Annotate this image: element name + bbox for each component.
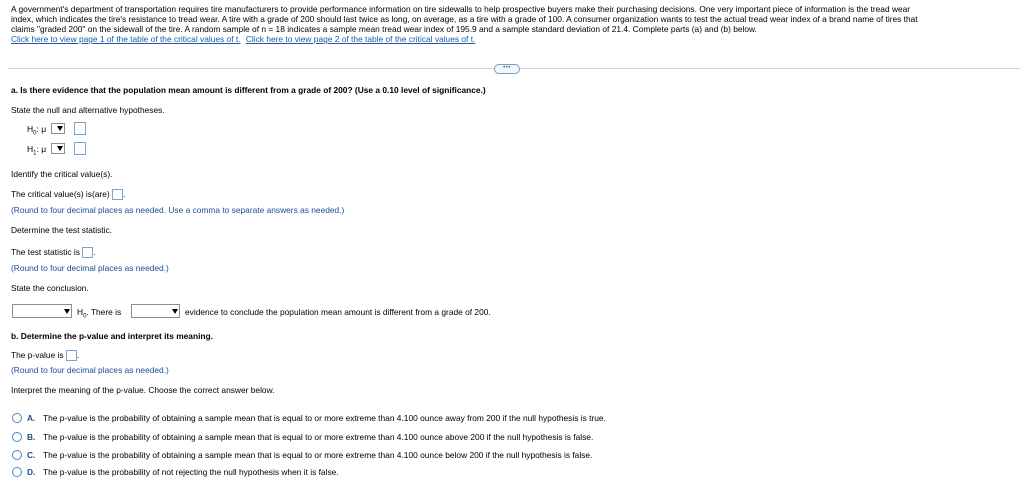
conclusion-h0-text: $H_0$. There is bbox=[77, 307, 122, 320]
h0-value-input[interactable] bbox=[74, 122, 86, 135]
intro-line-2: index, which indicates the tire's resistance to tread wear. A tire with a grade of 200 should last twice as long, on average, as a tire with a grade of 100. A consumer organization wants to test the actual tread wear index of a brand name of tires that bbox=[11, 14, 918, 24]
test-statistic-note: (Round to four decimal places as needed.) bbox=[11, 263, 169, 273]
part-a-question: a. Is there evidence that the population mean amount is different from a grade of 200? (Use a 0.10 level of significance.) bbox=[11, 85, 486, 95]
reject-decision-dropdown[interactable] bbox=[12, 304, 72, 318]
test-statistic-prompt: Determine the test statistic. bbox=[11, 225, 113, 235]
h0-label: $H_0$: μ bbox=[27, 124, 47, 137]
evidence-dropdown[interactable] bbox=[131, 304, 180, 318]
chevron-down-icon bbox=[57, 126, 63, 131]
expand-more-button[interactable]: ••• bbox=[494, 64, 520, 74]
test-statistic-input[interactable] bbox=[82, 247, 93, 258]
radio-button[interactable] bbox=[12, 450, 22, 460]
h1-operator-dropdown[interactable] bbox=[51, 143, 65, 154]
intro-line-1: A government's department of transportation requires tire manufacturers to provide performance information on tire sidewalls to help prospective buyers make their purchasing decisions. One very important piece of information is the tread wear bbox=[11, 4, 911, 14]
conclusion-end-text: evidence to conclude the population mean amount is different from a grade of 200. bbox=[185, 307, 491, 317]
problem-statement bbox=[11, 4, 1015, 44]
test-statistic-row: The test statistic is . bbox=[11, 247, 96, 257]
critical-value-prompt: Identify the critical value(s). bbox=[11, 169, 113, 179]
h0-operator-dropdown[interactable] bbox=[51, 123, 65, 134]
conclusion-row bbox=[12, 304, 612, 318]
chevron-down-icon bbox=[64, 309, 70, 314]
h1-label: $H_1$: μ bbox=[27, 144, 47, 157]
radio-button[interactable] bbox=[12, 432, 22, 442]
pvalue-input[interactable] bbox=[66, 350, 77, 361]
test-statistic-label: The test statistic is bbox=[11, 247, 80, 257]
interpret-prompt: Interpret the meaning of the p-value. Choose the correct answer below. bbox=[11, 385, 275, 395]
radio-button[interactable] bbox=[12, 467, 22, 477]
chevron-down-icon bbox=[172, 309, 178, 314]
part-b-question: b. Determine the p-value and interpret its meaning. bbox=[11, 331, 213, 341]
conclusion-prompt: State the conclusion. bbox=[11, 283, 89, 293]
chevron-down-icon bbox=[57, 146, 63, 151]
pvalue-row: The p-value is . bbox=[11, 350, 80, 360]
critical-value-row: The critical value(s) is(are) . bbox=[11, 189, 126, 199]
pvalue-note: (Round to four decimal places as needed.) bbox=[11, 365, 169, 375]
pvalue-label: The p-value is bbox=[11, 350, 64, 360]
critical-value-input[interactable] bbox=[112, 189, 123, 200]
radio-button[interactable] bbox=[12, 413, 22, 423]
critical-value-label: The critical value(s) is(are) bbox=[11, 189, 110, 199]
hypotheses-prompt: State the null and alternative hypotheses. bbox=[11, 105, 165, 115]
critical-value-note: (Round to four decimal places as needed. Use a comma to separate answers as needed.) bbox=[11, 205, 345, 215]
intro-line-3: claims "graded 200" on the sidewall of the tire. A random sample of n = 18 indicates a sample mean tread wear index of 195.9 and a sample standard deviation of 21.4. Complete parts (a) and (b) below. bbox=[11, 24, 757, 34]
table-links bbox=[11, 34, 1015, 44]
critical-values-page1-link[interactable]: Click here to view page 1 of the table of the critical values of t. bbox=[11, 34, 241, 44]
critical-values-page2-link[interactable]: Click here to view page 2 of the table of the critical values of t. bbox=[245, 34, 476, 44]
h1-value-input[interactable] bbox=[74, 142, 86, 155]
